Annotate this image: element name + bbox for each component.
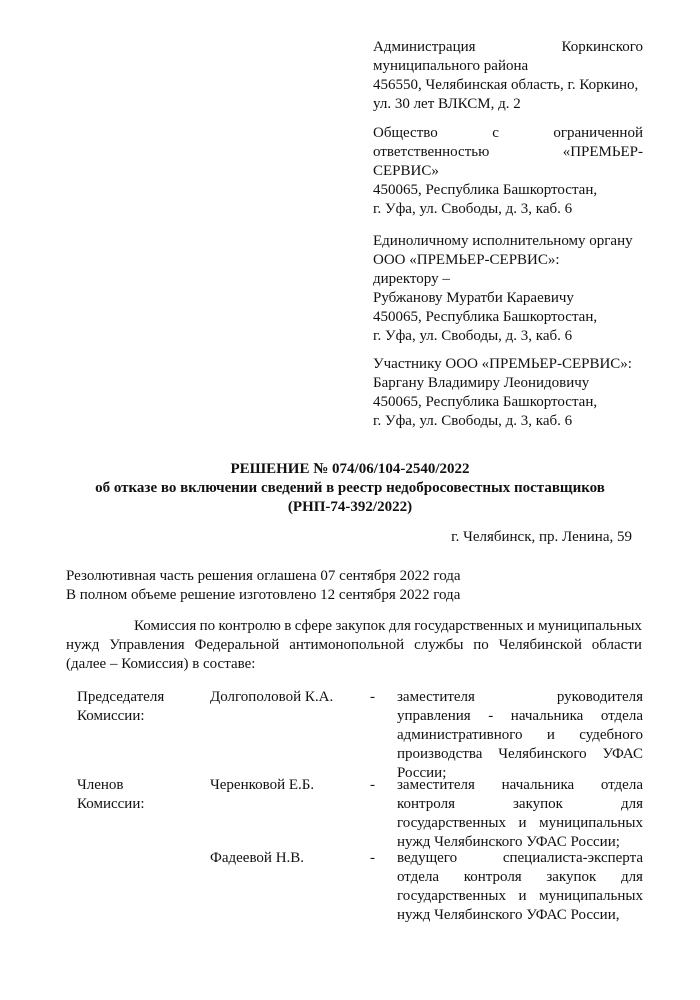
position-line: России; bbox=[397, 765, 447, 781]
word: сфере bbox=[294, 618, 333, 634]
word: Администрация bbox=[373, 39, 476, 55]
word: закупок bbox=[512, 796, 563, 812]
decision-number: РЕШЕНИЕ № 074/06/104-2540/2022 bbox=[230, 461, 470, 477]
position-line bbox=[397, 887, 643, 906]
member-dash: - bbox=[370, 777, 375, 793]
member-position bbox=[397, 688, 643, 783]
role-line: Комиссии: bbox=[77, 796, 145, 812]
word: с bbox=[492, 125, 499, 141]
intro-line: (далее – Комиссия) в составе: bbox=[66, 656, 256, 672]
address-line: 450065, Республика Башкортостан, bbox=[373, 309, 598, 325]
word: Коркинского bbox=[561, 39, 643, 55]
word: для bbox=[388, 618, 411, 634]
word: Челябинской bbox=[498, 637, 582, 653]
recipient-address bbox=[373, 232, 643, 346]
announced-date-line: Резолютивная часть решения оглашена 07 сентября 2022 года bbox=[66, 568, 461, 584]
decision-title bbox=[0, 460, 700, 517]
word: заместителя bbox=[397, 689, 475, 705]
position-line bbox=[397, 745, 643, 764]
address-line: 456550, Челябинская область, г. Коркино, bbox=[373, 77, 639, 93]
position-line bbox=[397, 814, 643, 833]
recipient-address bbox=[373, 124, 643, 219]
member-dash: - bbox=[370, 689, 375, 705]
position-line bbox=[397, 795, 643, 814]
word: государственных bbox=[397, 888, 506, 904]
word: Челябинского bbox=[498, 746, 587, 762]
word: контроля bbox=[463, 869, 522, 885]
word: по bbox=[473, 637, 489, 653]
position-line: нужд Челябинского УФАС России, bbox=[397, 907, 620, 923]
address-line: Баргану Владимиру Леонидовичу bbox=[373, 375, 590, 391]
word: закупок bbox=[546, 869, 597, 885]
address-line: ул. 30 лет ВЛКСМ, д. 2 bbox=[373, 96, 521, 112]
word: и bbox=[526, 618, 535, 634]
word: судебного bbox=[579, 727, 643, 743]
word: Комиссия bbox=[134, 618, 197, 634]
member-position bbox=[397, 776, 643, 852]
word: и bbox=[518, 815, 527, 831]
address-line bbox=[373, 143, 643, 162]
word: руководителя bbox=[556, 689, 643, 705]
word: нужд bbox=[66, 637, 100, 653]
address-line: СЕРВИС» bbox=[373, 163, 439, 179]
word: Управления bbox=[109, 637, 185, 653]
word: для bbox=[620, 869, 643, 885]
word: контролю bbox=[218, 618, 281, 634]
role-line: Комиссии: bbox=[77, 708, 145, 724]
address-line: г. Уфа, ул. Свободы, д. 3, каб. 6 bbox=[373, 413, 573, 429]
word: Общество bbox=[373, 125, 438, 141]
address-line: муниципального района bbox=[373, 58, 529, 74]
word: начальника bbox=[501, 777, 575, 793]
word: ограниченной bbox=[553, 125, 643, 141]
word: закупок bbox=[335, 618, 386, 634]
decision-place: г. Челябинск, пр. Ленина, 59 bbox=[451, 529, 632, 545]
address-line: г. Уфа, ул. Свободы, д. 3, каб. 6 bbox=[373, 328, 573, 344]
address-line: 450065, Республика Башкортостан, bbox=[373, 182, 598, 198]
registry-number: (РНП-74-392/2022) bbox=[287, 499, 413, 515]
word: по bbox=[199, 618, 216, 634]
address-line: г. Уфа, ул. Свободы, д. 3, каб. 6 bbox=[373, 201, 573, 217]
recipient-address bbox=[373, 355, 643, 431]
position-line bbox=[397, 707, 643, 726]
address-line: Участнику ООО «ПРЕМЬЕР-СЕРВИС»: bbox=[373, 356, 632, 372]
word: административного bbox=[397, 727, 523, 743]
member-position bbox=[397, 849, 643, 925]
member-dash: - bbox=[370, 850, 375, 866]
word: производства bbox=[397, 746, 483, 762]
word: УФАС bbox=[602, 746, 643, 762]
recipient-address bbox=[373, 38, 643, 114]
address-line bbox=[373, 38, 643, 57]
word: государственных bbox=[397, 815, 506, 831]
address-line: директору – bbox=[373, 271, 450, 287]
member-name: Черенковой Е.Б. bbox=[210, 777, 315, 793]
word: управления bbox=[397, 708, 471, 724]
intro-paragraph bbox=[66, 617, 642, 674]
member-name: Долгополовой К.А. bbox=[210, 689, 334, 705]
word: отдела bbox=[600, 708, 643, 724]
word: отдела bbox=[600, 777, 643, 793]
word: ответственностью bbox=[373, 144, 490, 160]
address-line: 450065, Республика Башкортостан, bbox=[373, 394, 598, 410]
member-role bbox=[77, 776, 197, 814]
intro-line bbox=[66, 636, 642, 655]
word: «ПРЕМЬЕР- bbox=[562, 144, 643, 160]
word: антимонопольной bbox=[289, 637, 405, 653]
word: специалиста-эксперта bbox=[502, 850, 643, 866]
word: и bbox=[546, 727, 555, 743]
word: ведущего bbox=[397, 850, 458, 866]
position-line bbox=[397, 849, 643, 868]
decision-subject: об отказе во включении сведений в реестр недобросовестных поставщиков bbox=[95, 480, 605, 496]
word: Федеральной bbox=[194, 637, 280, 653]
word: заместителя bbox=[397, 777, 475, 793]
position-line: нужд Челябинского УФАС России; bbox=[397, 834, 620, 850]
address-line: Единоличному исполнительному органу bbox=[373, 233, 633, 249]
word: государственных bbox=[414, 618, 524, 634]
position-line bbox=[397, 776, 643, 795]
word: начальника bbox=[510, 708, 584, 724]
produced-date-line: В полном объеме решение изготовлено 12 сентября 2022 года bbox=[66, 587, 461, 603]
word: отдела bbox=[397, 869, 440, 885]
position-line bbox=[397, 726, 643, 745]
word: и bbox=[518, 888, 527, 904]
word: муниципальных bbox=[539, 815, 643, 831]
member-name: Фадеевой Н.В. bbox=[210, 850, 305, 866]
address-line: Рубжанову Муратби Караевичу bbox=[373, 290, 574, 306]
role-line: Председателя bbox=[77, 689, 165, 705]
word: в bbox=[284, 618, 292, 634]
position-line bbox=[397, 868, 643, 887]
intro-line bbox=[66, 617, 642, 636]
role-line: Членов bbox=[77, 777, 124, 793]
decision-dates bbox=[66, 567, 461, 605]
word: области bbox=[591, 637, 642, 653]
address-line: ООО «ПРЕМЬЕР-СЕРВИС»: bbox=[373, 252, 560, 268]
position-line bbox=[397, 688, 643, 707]
word: муниципальных bbox=[538, 618, 642, 634]
word: службы bbox=[414, 637, 464, 653]
address-line bbox=[373, 124, 643, 143]
word: муниципальных bbox=[539, 888, 643, 904]
word: контроля bbox=[397, 796, 455, 812]
word: для bbox=[620, 796, 643, 812]
word: - bbox=[488, 708, 494, 724]
member-role bbox=[77, 688, 197, 726]
